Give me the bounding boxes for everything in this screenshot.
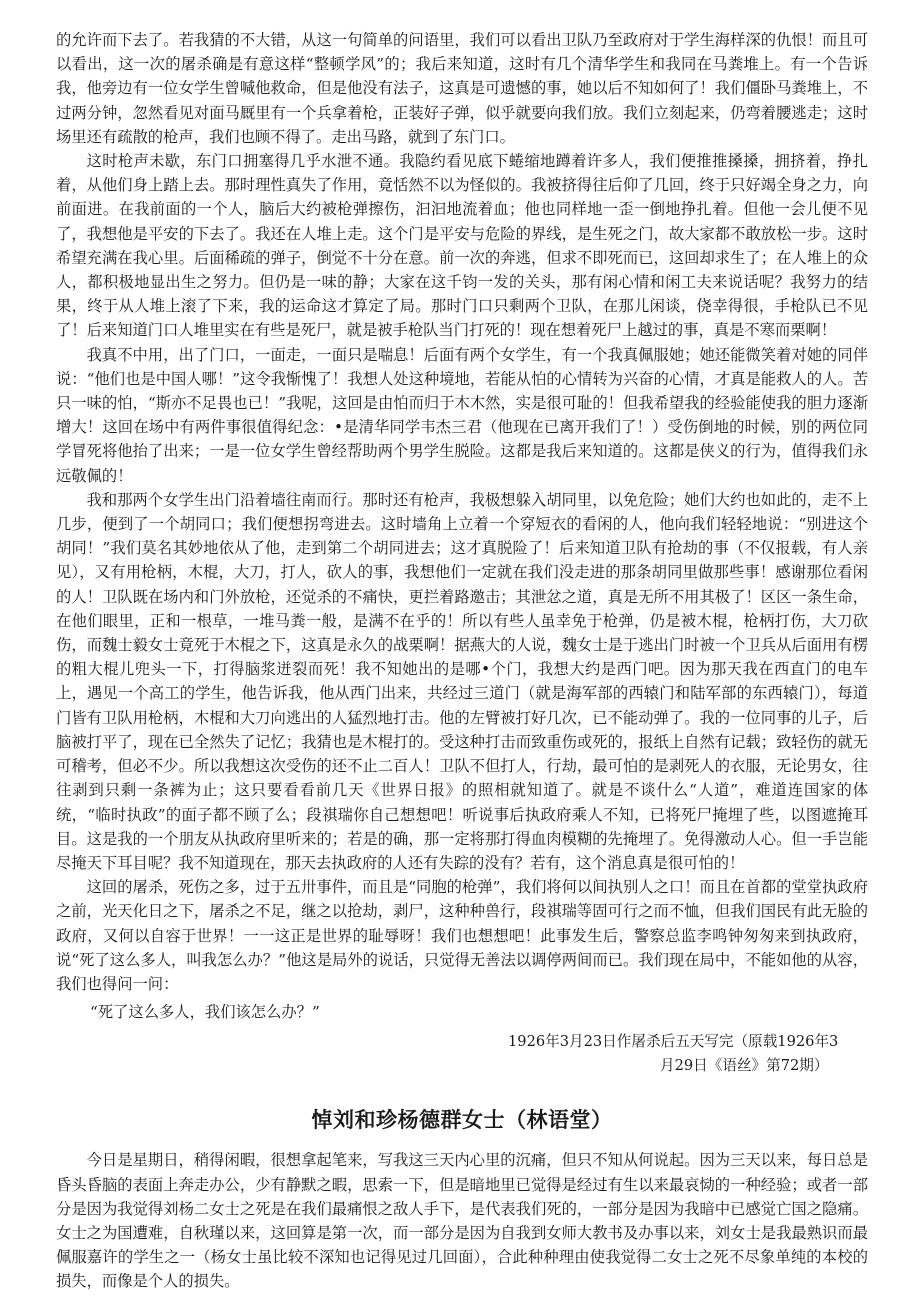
paragraph-4: 我和那两个女学生出门沿着墙往南而行。那时还有枪声，我极想躲入胡同里，以免危险；她们大约也如此的，走不上几步，便到了一个胡同口；我们便想拐弯进去。这时墙角上立着一个穿短衣的看闲的人，他向我们轻轻地说：“别进这个胡同！”我们莫名其妙地依从了他，走到第二个胡同进去；这才真脱险了！后来知道卫队有抢劫的事（不仅报载，有人亲见），又有用枪柄，木棍，大刀，打人，砍人的事，我想他们一定就在我们没走进的那条胡同里做那些事！感谢那位看闲的人！卫队既在场内和门外放枪，还觉杀的不痛快，更拦着路邀击；其泄忿之道，真是无所不用其极了！区区一条生命，在他们眼里，正和一根草，一堆马粪一般，是满不在乎的！所以有些人虽幸免于枪弹，仍是被木棍，枪柄打伤，大刀砍伤，而魏士毅女士竟死于木棍之下，这真是永久的战栗啊！据燕大的人说，魏女士是于逃出门时被一个卫兵从后面用有楞的粗大棍儿兜头一下，打得脑浆迸裂而死！我不知她出的是哪•个门，我想大约是西门吧。因为那天我在西直门的电车上，遇见一个高工的学生，他告诉我，他从西门出来，共经过三道门（就是海军部的西辕门和陆军部的东西辕门），每道门皆有卫队用枪柄，木棍和大刀向逃出的人猛烈地打击。他的左臂被打好几次，已不能动弹了。我的一位同事的儿子，后脑被打平了，现在已全然失了记忆；我猜也是木棍打的。受这种打击而致重伤或死的，报纸上自然有记载；致轻伤的就无可稽考，但必不少。所以我想这次受伤的还不止二百人！卫队不但打人，行劫，最可怕的是剥死人的衣服，无论男女，往往剥到只剩一条裤为止；这只要看看前几天《世界日报》的照相就知道了。就是不谈什么“人道”，难道连国家的体统，“临时执政”的面子都不顾了么；段祺瑞你自己想想吧！听说事后执政府乘人不知，已将死尸掩埋了些，以图遮掩耳目。这是我的一个朋友从执政府里听来的；若是的确，那一定将那打得血肉模糊的先掩埋了。免得激动人心。但一手岂能尽掩天下耳目呢？我不知道现在，那天去执政府的人还有失踪的没有？若有，这个消息真是很可怕的！	[56, 490, 868, 872]
date-line: 1926年3月23日作屠杀后五天写完（原载1926年3	[508, 1033, 839, 1051]
paragraph-1: 的允许而下去了。若我猜的不大错，从这一句简单的问语里，我们可以看出卫队乃至政府对于学生海样深的仇恨！而且可以看出，这一次的屠杀确是有意这样“整顿学风”的；我后来知道，这时有几个清华学生和我同在马粪堆上。有一个告诉我，他旁边有一位女学生曾喊他救命，但是他没有法子，这真是可遗憾的事，她以后不知如何了！我们僵卧马粪堆上，不过两分钟，忽然看见对面马厩里有一个兵拿着枪，正装好子弹，似乎就要向我们放。我们立刻起来，仍弯着腰逃走；这时场里还有疏散的枪声，我们也顾不得了。走出马路，就到了东门口。	[56, 31, 868, 146]
article-1	[56, 28, 868, 1078]
paragraph-2: 这时枪声未歇，东门口拥塞得几乎水泄不通。我隐约看见底下蜷缩地蹲着许多人，我们便推推搡搡，拥挤着，挣扎着，从他们身上踏上去。那时理性真失了作用，竟恬然不以为怪似的。我被挤得往后仰了几回，终于只好竭全身之力，向前面进。在我前面的一个人，脑后大约被枪弹擦伤，汩汩地流着血；他也同样地一歪一倒地挣扎着。但他一会儿便不见了，我想他是平安的下去了。我还在人堆上走。这个门是平安与危险的界线，是生死之门，故大家都不敢放松一步。这时希望充满在我心里。后面稀疏的弹子，倒觉不十分在意。前一次的奔逃，但求不即死而已，这回却求生了；在人堆上的众人，都积极地显出生之努力。但仍是一味的静；大家在这千钧一发的关头，那有闲心情和闲工夫来说话呢？我努力的结果，终于从人堆上滚了下来，我的运命这才算定了局。那时门口只剩两个卫队，在那儿闲谈，侥幸得很，手枪队已不见了！后来知道门口人堆里实在有些是死尸，就是被手枪队当门打死的！现在想着死尸上越过的事，真是不寒而栗啊！	[56, 152, 868, 340]
closing-quote: “死了这么多人，我们该怎么办？”	[90, 1003, 320, 1022]
article-2	[56, 1104, 868, 1293]
paragraph-5: 这回的屠杀，死伤之多，过于五卅事件，而且是“同胞的枪弹”，我们将何以间执别人之口！而且在首都的堂堂执政府之前，光天化日之下，屠杀之不足，继之以抢劫，剥尸，这种种兽行，段祺瑞等固可行之而不恤，但我们国民有此无脸的政府，又何以自容于世界！一一这正是世界的耻辱呀！我们也想想吧！此事发生后，警察总监李鸣钟匆匆来到执政府，说“死了这么多人，叫我怎么办？”他这是局外的说话，只觉得无善法以调停两间而已。我们现在局中，不能如他的从容，我们也得问一问：	[56, 878, 868, 993]
source-line: 月29日《语丝》第72期）	[660, 1057, 829, 1075]
article-title: 悼刘和珍杨德群女士（林语堂）	[311, 1107, 613, 1133]
paragraph-3: 我真不中用，出了门口，一面走，一面只是喘息！后面有两个女学生，有一个我真佩服她；她还能微笑着对她的同伴说：“他们也是中国人哪！”这令我惭愧了！我想人处这种境地，若能从怕的心情转为兴奋的心情，才真是能救人的人。苦只一味的怕，“斯亦不足畏也已！”我呢，这回是由怕而归于木木然，实是很可耻的！但我希望我的经验能使我的胆力逐渐增大！这回在场中有两件事很值得纪念：•是清华同学韦杰三君（他现在已离开我们了！）受伤倒地的时候，别的两位同学冒死将他抬了出来；一是一位女学生曾经帮助两个男学生脱险。这都是我后来知道的。这都是侠义的行为，值得我们永远敬佩的！	[56, 345, 868, 485]
date-source-note	[508, 1030, 868, 1078]
paragraph-6: 今日是星期日，稍得闲暇，很想拿起笔来，写我这三天内心里的沉痛，但只不知从何说起。因为三天以来，每日总是昏头昏脑的表面上奔走办公，少有静默之暇，思索一下，但是暗地里已觉得是经过有生以来最哀恸的一种经验；或者一部分是因为我觉得刘杨二女士之死是在我们最痛恨之敌人手下，是代表我们死的，一部分是因为我暗中已感觉亡国之隐痛。女士之为国遭难，自秋瑾以来，这回算是第一次，而一部分是因为自我到女师大教书及办事以来，刘女士是我最熟识而最佩服嘉许的学生之一（杨女士虽比较不深知也记得见过几回面），合此种种理由使我觉得二女士之死不尽象单纯的本校的损失，而像是个人的损失。	[56, 1151, 868, 1291]
